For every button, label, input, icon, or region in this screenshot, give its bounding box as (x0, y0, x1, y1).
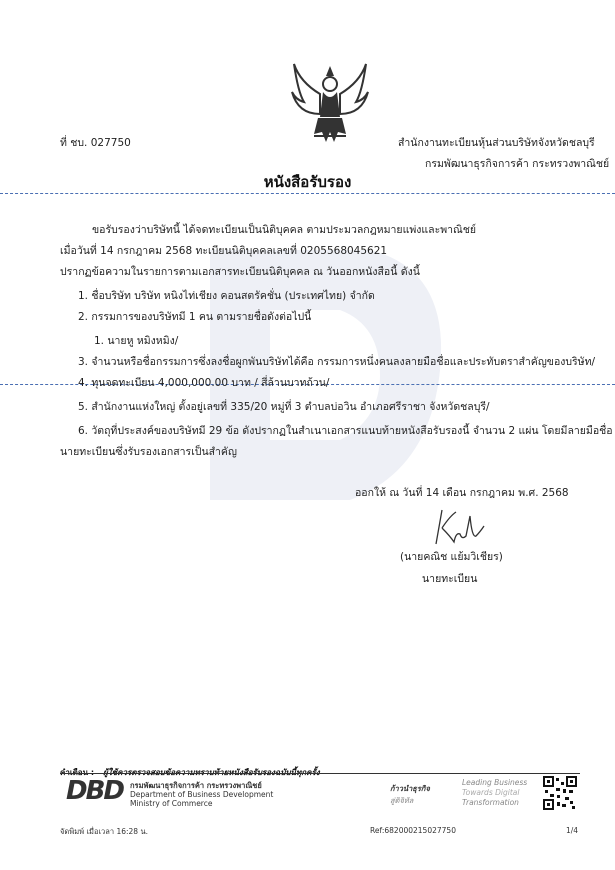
document-number: ที่ ชบ. 027750 (60, 137, 131, 149)
intro-line-3: ปรากฏข้อความในรายการตามเอกสารทะเบียนนิติบุคคล ณ วันออกหนังสือนี้ ดังนี้ (60, 266, 420, 278)
footer-rule (60, 773, 580, 774)
print-time: จัดพิมพ์ เมื่อเวลา 16:28 น. (60, 827, 148, 836)
top-dashed-line (0, 193, 615, 194)
item-objectives-line-2: นายทะเบียนซึ่งรับรองเอกสารเป็นสำคัญ (60, 446, 237, 458)
reference-number: Ref:682000215027750 (370, 826, 456, 835)
item-director-name: 1. นายหู หมิงหมิง/ (94, 335, 179, 347)
signer-name: (นายคณิช แย้มวิเชียร) (400, 551, 503, 563)
slogan-thai-2: สู่ดิจิทัล (390, 796, 414, 805)
slogan-english-2: Towards Digital (462, 788, 520, 797)
signer-title: นายทะเบียน (422, 573, 478, 585)
registrar-signature (428, 506, 488, 548)
item-head-office: 5. สำนักงานแห่งใหญ่ ตั้งอยู่เลขที่ 335/20 หมู่ที่ 3 ตำบลบ่อวิน อำเภอศรีราชา จังหวัดชลบุรี/ (78, 401, 490, 413)
item-company-name: 1. ชื่อบริษัท บริษัท หนิงไท่เชียง คอนสตรัคชั่น (ประเทศไทย) จำกัด (78, 290, 375, 302)
dbd-watermark (170, 210, 470, 530)
dbd-logo: DBD (66, 776, 123, 806)
intro-line-1: ขอรับรองว่าบริษัทนี้ ได้จดทะเบียนเป็นนิติบุคคล ตามประมวลกฎหมายแพ่งและพาณิชย์ (92, 224, 477, 236)
garuda-emblem (290, 62, 370, 147)
item-directors: 2. กรรมการของบริษัทมี 1 คน ตามรายชื่อดังต่อไปนี้ (78, 311, 312, 323)
item-registered-capital: 4. ทุนจดทะเบียน 4,000,000.00 บาท / สี่ล้านบาทถ้วน/ (78, 377, 330, 389)
item-signing-authority: 3. จำนวนหรือชื่อกรรมการซึ่งลงชื่อผูกพันบริษัทได้คือ กรรมการหนึ่งคนลงลายมือชื่อและประทับตราสำคัญของบริษัท/ (78, 356, 596, 368)
office-line-1: สำนักงานทะเบียนหุ้นส่วนบริษัทจังหวัดชลบุรี (398, 137, 595, 149)
document-title: หนังสือรับรอง (263, 173, 352, 191)
slogan-english-3: Transformation (462, 798, 519, 807)
slogan-english-1: Leading Business (462, 778, 528, 787)
intro-line-2: เมื่อวันที่ 14 กรกฎาคม 2568 ทะเบียนนิติบุคคลเลขที่ 0205568045621 (60, 245, 388, 257)
qr-code (543, 776, 577, 810)
issue-date: ออกให้ ณ วันที่ 14 เดือน กรกฎาคม พ.ศ. 2568 (355, 487, 569, 499)
slogan-thai-1: ก้าวนำธุรกิจ (390, 784, 430, 793)
dept-english-2: Ministry of Commerce (130, 799, 213, 808)
item-objectives-line-1: 6. วัตถุที่ประสงค์ของบริษัทมี 29 ข้อ ดังปรากฏในสำเนาเอกสารแนบท้ายหนังสือรับรองนี้ จำนวน 2 แผ่น โดยมีลายมือชื่อ (78, 425, 613, 437)
dept-english-1: Department of Business Development (130, 790, 274, 799)
dept-thai: กรมพัฒนาธุรกิจการค้า กระทรวงพาณิชย์ (130, 781, 262, 790)
page-number: 1/4 (566, 826, 579, 835)
office-line-2: กรมพัฒนาธุรกิจการค้า กระทรวงพาณิชย์ (425, 158, 610, 170)
